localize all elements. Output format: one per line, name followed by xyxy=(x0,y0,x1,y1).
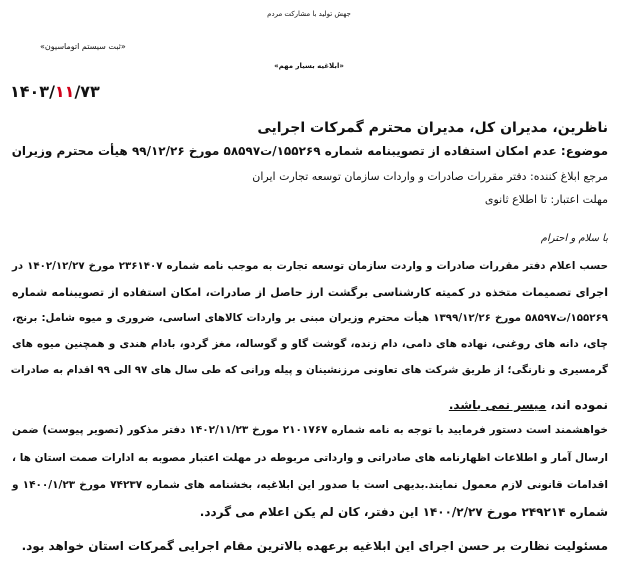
body-text: نموده اند، xyxy=(546,398,608,412)
date-year: ۱۴۰۳ xyxy=(10,82,50,101)
date-month: ۱۱ xyxy=(54,82,75,101)
notice-type: «ابلاغیه بسیار مهم» xyxy=(274,62,344,70)
slogan: جهش تولید با مشارکت مردم xyxy=(267,10,351,18)
date-sep: / xyxy=(74,82,81,101)
greeting: با سلام و احترام xyxy=(540,233,608,244)
validity: مهلت اعتبار: تا اطلاع ثانوی xyxy=(484,193,608,206)
body-line: اجرای تصمیمات متخذه در کمیته کارشناسی برگشت ارز حاصل از صادرات، امکان استفاده از تصویبنامه شماره xyxy=(12,286,608,299)
emphasis-text: میسر نمی باشد. xyxy=(448,398,547,412)
body-line: ۱۵۵۲۶۹/ت۵۸۵۹۷ مورخ ۱۳۹۹/۱۲/۲۶ هیأت محترم وزیران مبنی بر واردات کالاهای اساسی، ضروری و میوه شامل: برنج، xyxy=(12,312,608,324)
body-line: خواهشمند است دستور فرمایید با توجه به نامه شماره ۲۱۰۱۷۶۷ مورخ ۱۴۰۲/۱۱/۲۳ دفتر مذکور (تصویر پیوست) ضمن xyxy=(12,424,608,436)
body-line xyxy=(449,398,608,412)
body-line: شماره ۲۴۹۲۱۴ مورخ ۱۴۰۰/۲/۲۷ این دفتر، کان لم یکن اعلام می گردد. xyxy=(199,505,608,519)
body-line: گرمسیری و نارنگی؛ از طریق شرکت های تعاونی مرزنشینان و پیله ورانی که طی سال های ۹۷ الی ۹۹ اقدام به صادرات xyxy=(10,364,608,376)
body-line: چای، دانه های روغنی، نهاده های دامی، دام زنده، گوشت گاو و گوساله، مغز گردو، بادام هندی و همچنین میوه های xyxy=(12,338,608,350)
letter-date xyxy=(10,82,100,101)
subject: موضوع: عدم امکان استفاده از تصویبنامه شماره ۱۵۵۲۶۹/ت۵۸۵۹۷ مورخ ۹۹/۱۲/۲۶ هیأت محترم وزیران xyxy=(11,144,608,158)
closing-line: مسئولیت نظارت بر حسن اجرای این ابلاغیه برعهده بالاترین مقام اجرایی گمرکات استان خواهد بود. xyxy=(21,539,608,553)
addressee: ناظرین، مدیران کل، مدیران محترم گمرکات اجرایی xyxy=(257,120,608,136)
date-day: ۷۳ xyxy=(80,82,100,101)
reference: مرجع ابلاغ کننده: دفتر مقررات صادرات و واردات سازمان توسعه تجارت ایران xyxy=(252,170,608,183)
automation-note: «ثبت سیستم اتوماسیون» xyxy=(40,42,126,51)
date-sep: / xyxy=(49,82,55,101)
body-line: اقدامات قانونی لازم معمول نمایند.بدیهی است با صدور این ابلاغیه، بخشنامه های شماره ۷۴۲۳۷ مورخ ۱۴۰۰/۱/۲۳ و xyxy=(12,479,608,491)
body-line: ارسال آمار و اطلاعات اظهارنامه های صادراتی و وارداتی مربوطه در مهلت اعتبار مصوبه به ادارات صمت استان ها ، xyxy=(12,452,608,464)
body-line: حسب اعلام دفتر مقررات صادرات و واردت سازمان توسعه تجارت به موجب نامه شماره ۲۳۶۱۴۰۷ مورخ ۱۴۰۲/۱۲/۲۷ در xyxy=(12,260,608,272)
